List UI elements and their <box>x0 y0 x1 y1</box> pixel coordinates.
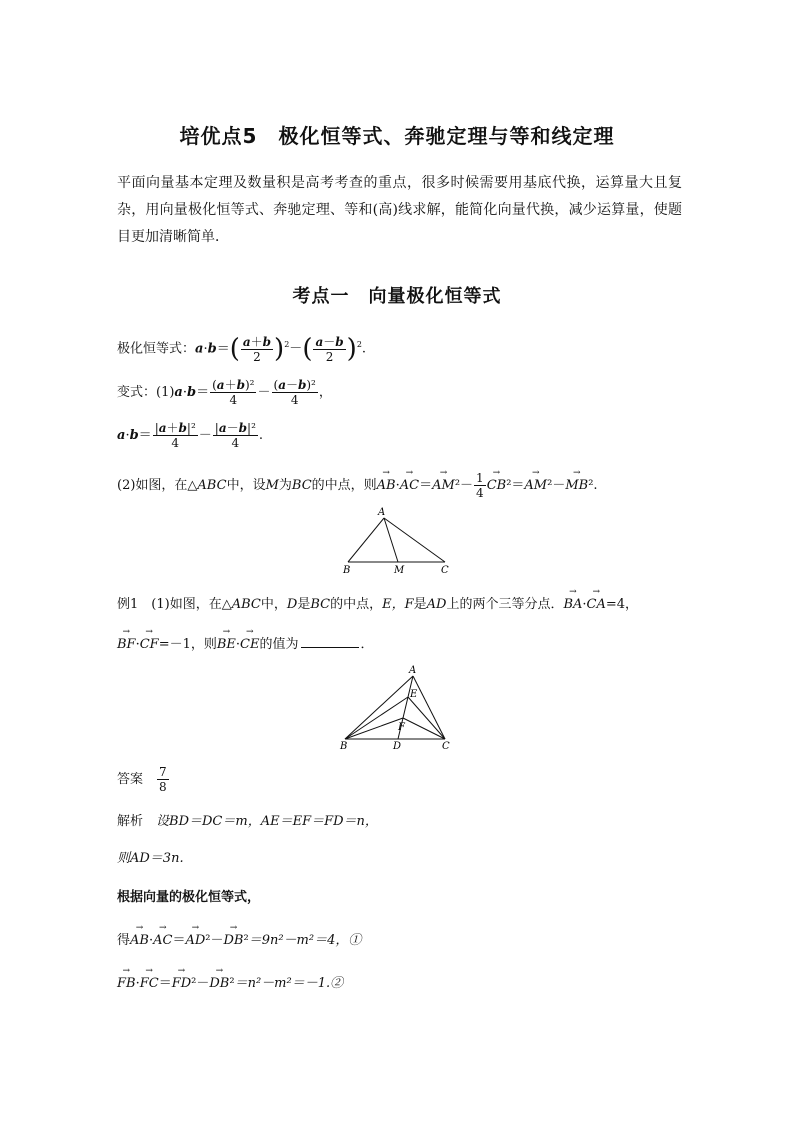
analysis-line-4: 得→ AB·→ AC＝→ AD²－→ DB²＝9n²－m²＝4，① <box>117 929 361 948</box>
label-e: E <box>410 689 418 700</box>
polarization-identity: 极化恒等式：a·b＝( $\frac{a+b}{2}$ )$^2$－( $\frac{a-b}{2}$ )$^2$. <box>117 334 367 364</box>
label-b: B <box>343 565 351 576</box>
answer-blank <box>301 647 359 648</box>
page-title: 培优点5 极化恒等式、奔驰定理与等和线定理 <box>179 124 615 148</box>
label-d: D <box>393 741 402 752</box>
variant-formula-3: (2)如图，在△ABC中，设M为BC的中点，则→ AB·→ AC＝→ AM²－ $\frac{1}{4}$ → CB²＝→ AM²－→ MB². <box>117 471 598 500</box>
analysis-line-1: 解析 设BD＝DC＝m，AE＝EF＝FD＝n， <box>117 814 378 829</box>
example-1-question: → BF·→ CF=－1，则→ BE·→ CE的值为 ． <box>117 633 374 652</box>
intro-paragraph: 平面向量基本定理及数量积是高考考查的重点，很多时候需要用基底代换，运算量大且复杂，用向量极化恒等式、奔驰定理、等和(高)线求解，能简化向量代换，减少运算量，使题目更加清晰简单． <box>117 175 682 245</box>
label-b2: B <box>340 741 348 752</box>
segment-ac <box>384 518 445 562</box>
segment-ab <box>348 518 384 562</box>
label-c: C <box>441 565 449 576</box>
analysis-line-5: → FB·→ FC＝→ FD²－→ DB²＝n²－m²＝－1.② <box>117 972 343 991</box>
analysis-line-3: 根据向量的极化恒等式， <box>117 890 261 905</box>
analysis-line-2: 则AD＝3n. <box>117 851 184 866</box>
section-title: 考点一 向量极化恒等式 <box>292 286 502 307</box>
label-a: A <box>378 507 386 518</box>
label-c2: C <box>442 741 450 752</box>
variant-formula-1: 变式：(1)a·b＝ $\frac{\text{(a＋b)²}}{4}$ － $\frac{\text{(a－b)²}}{4}$ ， <box>117 378 332 407</box>
segment-am <box>384 518 398 562</box>
label-f: F <box>398 722 405 733</box>
answer: 答案 $\frac{7}{8}$ <box>117 765 167 794</box>
variant-formula-2: a·b＝ $\frac{\text{|a＋b|²}}{4}$ － $\frac{\text{|a－b|²}}{4}$ . <box>117 421 264 450</box>
label-a2: A <box>409 665 417 676</box>
example-1-text: 例1 (1)如图，在△ABC中，D是BC的中点，E，F是AD上的两个三等分点．→ BA·→ CA=4， <box>117 593 638 612</box>
label-m: M <box>394 565 405 576</box>
